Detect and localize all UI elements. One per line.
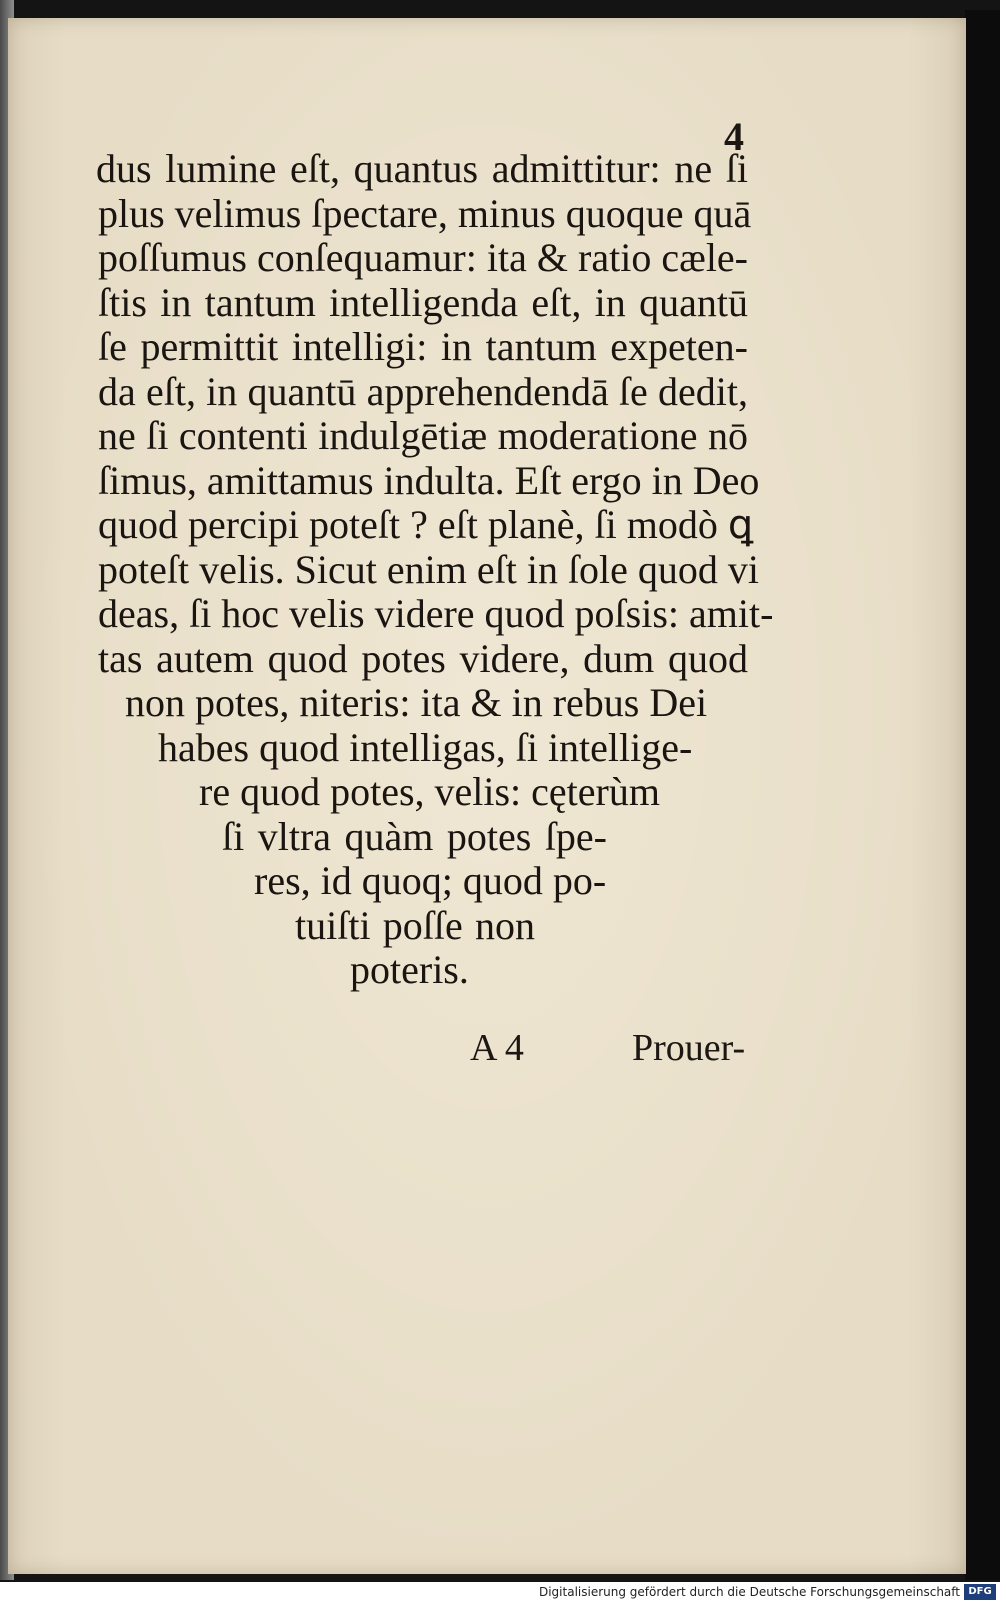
text-line: poteſt velis. Sicut enim eſt in ſole quod vi <box>98 546 760 592</box>
text-line: res, id quoq; quod po- <box>254 858 607 903</box>
page-number: 4 <box>724 114 744 159</box>
signature-line <box>8 1026 974 1076</box>
text-line: dus lumine eſt, quantus admittitur: ne ſi <box>96 146 748 191</box>
text-line: ſi vltra quàm potes ſpe- <box>222 813 607 859</box>
text-line: ſe permittit intelligi: in tantum expeten- <box>98 324 748 369</box>
text-line: non potes, niteris: ita & in rebus Dei <box>125 680 708 725</box>
text-line: poteris. <box>350 947 469 992</box>
footer-credit: Digitalisierung gefördert durch die Deutsche Forschungsgemeinschaft <box>538 1585 960 1599</box>
text-line: da eſt, in quantū apprehendendā ſe dedit, <box>98 368 748 414</box>
book-page <box>8 18 966 1574</box>
signature-mark: A 4 <box>470 1027 524 1069</box>
text-line: re quod potes, velis: cęterùm <box>199 769 660 814</box>
text-line: ne ſi contenti indulgētiæ moderatione nō <box>98 413 748 458</box>
text-line: ſimus, amittamus indulta. Eſt ergo in Deo <box>98 457 760 503</box>
text-line: tuiſti poſſe non <box>295 902 535 948</box>
text-line: deas, ſi hoc velis videre quod poſsis: amit- <box>98 591 774 636</box>
text-line: tas autem quod potes videre, dum quod <box>98 635 748 681</box>
text-line: habes quod intelligas, ſi intellige- <box>158 724 693 770</box>
catchword: Prouer- <box>632 1027 746 1069</box>
text-line: quod percipi poteſt ? eſt planè, ſi modò ꝗ <box>98 502 754 547</box>
dfg-logo: DFG <box>964 1584 996 1600</box>
book-edge-right <box>965 10 1000 1580</box>
footer-bar <box>0 1582 1000 1604</box>
text-line: ſtis in tantum intelligenda eſt, in quantū <box>98 279 748 325</box>
text-line: poſſumus conſequamur: ita & ratio cæle- <box>98 235 748 280</box>
body-text <box>88 147 778 993</box>
text-line: plus velimus ſpectare, minus quoque quā <box>98 190 752 236</box>
